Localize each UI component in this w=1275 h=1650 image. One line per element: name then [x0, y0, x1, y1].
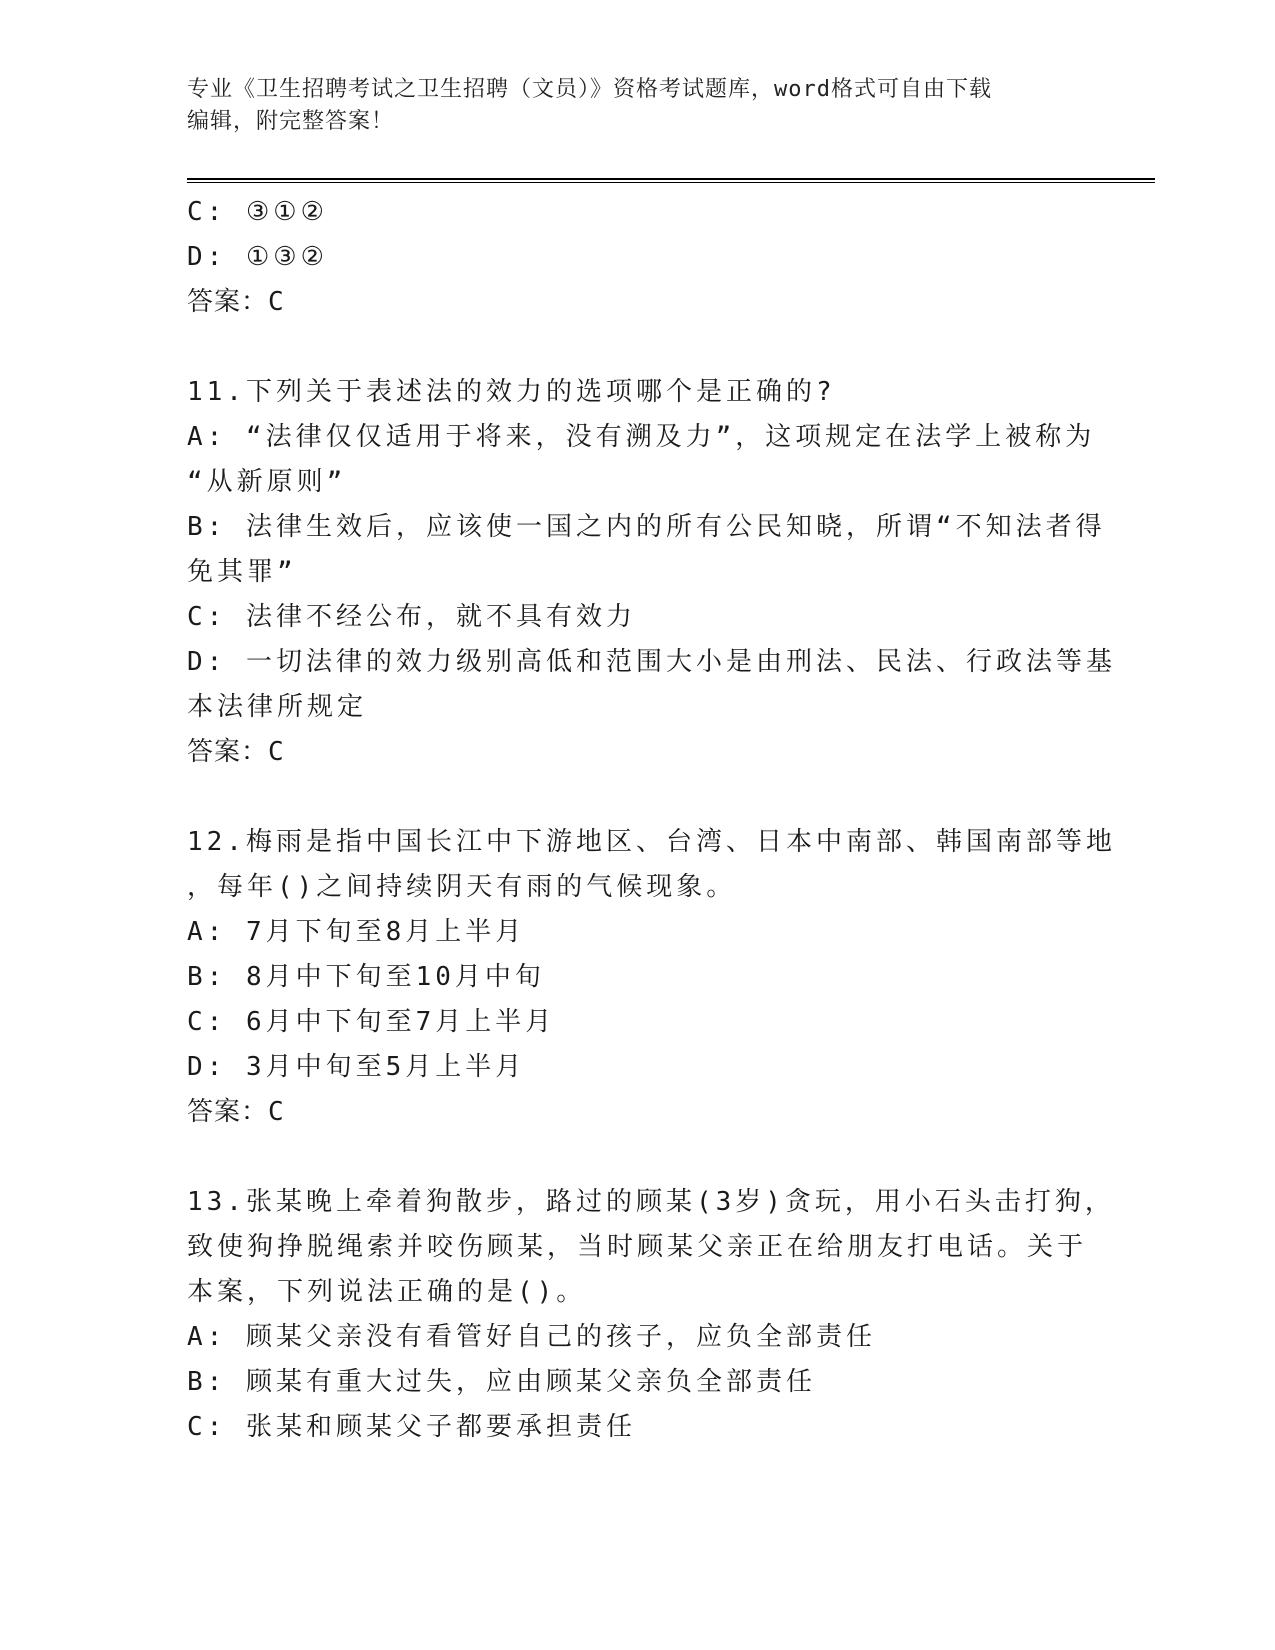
option-a-continued: “从新原则”: [187, 467, 347, 497]
header-divider: [187, 178, 1155, 180]
question-12: [187, 820, 1116, 1135]
question-stem-continued: 致使狗挣脱绳索并咬伤顾某，当时顾某父亲正在给朋友打电话。关于: [187, 1232, 1088, 1262]
previous-question-tail: [187, 190, 1087, 325]
option-b: B: 顾某有重大过失，应由顾某父亲负全部责任: [187, 1367, 816, 1397]
option-d: D: 一切法律的效力级别高低和范围大小是由刑法、民法、行政法等基: [187, 647, 1116, 677]
option-d: D: ①③②: [187, 242, 328, 272]
option-b-continued: 免其罪”: [187, 557, 297, 587]
question-11: [187, 370, 1116, 775]
question-stem: 12.梅雨是指中国长江中下游地区、台湾、日本中南部、韩国南部等地: [187, 827, 1116, 857]
question-content: [187, 190, 1116, 1450]
header-line-2: 编辑，附完整答案！: [187, 109, 395, 134]
question-stem: 11.下列关于表述法的效力的选项哪个是正确的?: [187, 377, 836, 407]
question-stem-continued: ，每年()之间持续阴天有雨的气候现象。: [187, 872, 737, 902]
answer: 答案：C: [187, 287, 285, 317]
spacer: [187, 775, 1087, 820]
question-stem: 13.张某晚上牵着狗散步，路过的顾某(3岁)贪玩，用小石头击打狗，: [187, 1187, 1115, 1217]
option-c: C: ③①②: [187, 197, 328, 227]
answer: 答案：C: [187, 1097, 285, 1127]
header-line-1: 专业《卫生招聘考试之卫生招聘（文员）》资格考试题库，word格式可自由下载: [187, 77, 992, 102]
spacer: [187, 1135, 1087, 1180]
answer: 答案：C: [187, 737, 285, 767]
option-a: A: 顾某父亲没有看管好自己的孩子，应负全部责任: [187, 1322, 876, 1352]
option-b: B: 8月中下旬至10月中旬: [187, 962, 545, 992]
option-c: C: 6月中下旬至7月上半月: [187, 1007, 556, 1037]
option-d: D: 3月中旬至5月上半月: [187, 1052, 526, 1082]
option-a: A: “法律仅仅适用于将来，没有溯及力”，这项规定在法学上被称为: [187, 422, 1096, 452]
option-c: C: 张某和顾某父子都要承担责任: [187, 1412, 636, 1442]
option-d-continued: 本法律所规定: [187, 692, 368, 722]
page-header: [187, 74, 1067, 138]
question-13: [187, 1180, 1115, 1450]
spacer: [187, 325, 1087, 370]
question-stem-continued: 本案，下列说法正确的是()。: [187, 1277, 587, 1307]
option-b: B: 法律生效后，应该使一国之内的所有公民知晓，所谓“不知法者得: [187, 512, 1106, 542]
option-a: A: 7月下旬至8月上半月: [187, 917, 526, 947]
option-c: C: 法律不经公布，就不具有效力: [187, 602, 636, 632]
header-divider-thin: [187, 182, 1155, 183]
